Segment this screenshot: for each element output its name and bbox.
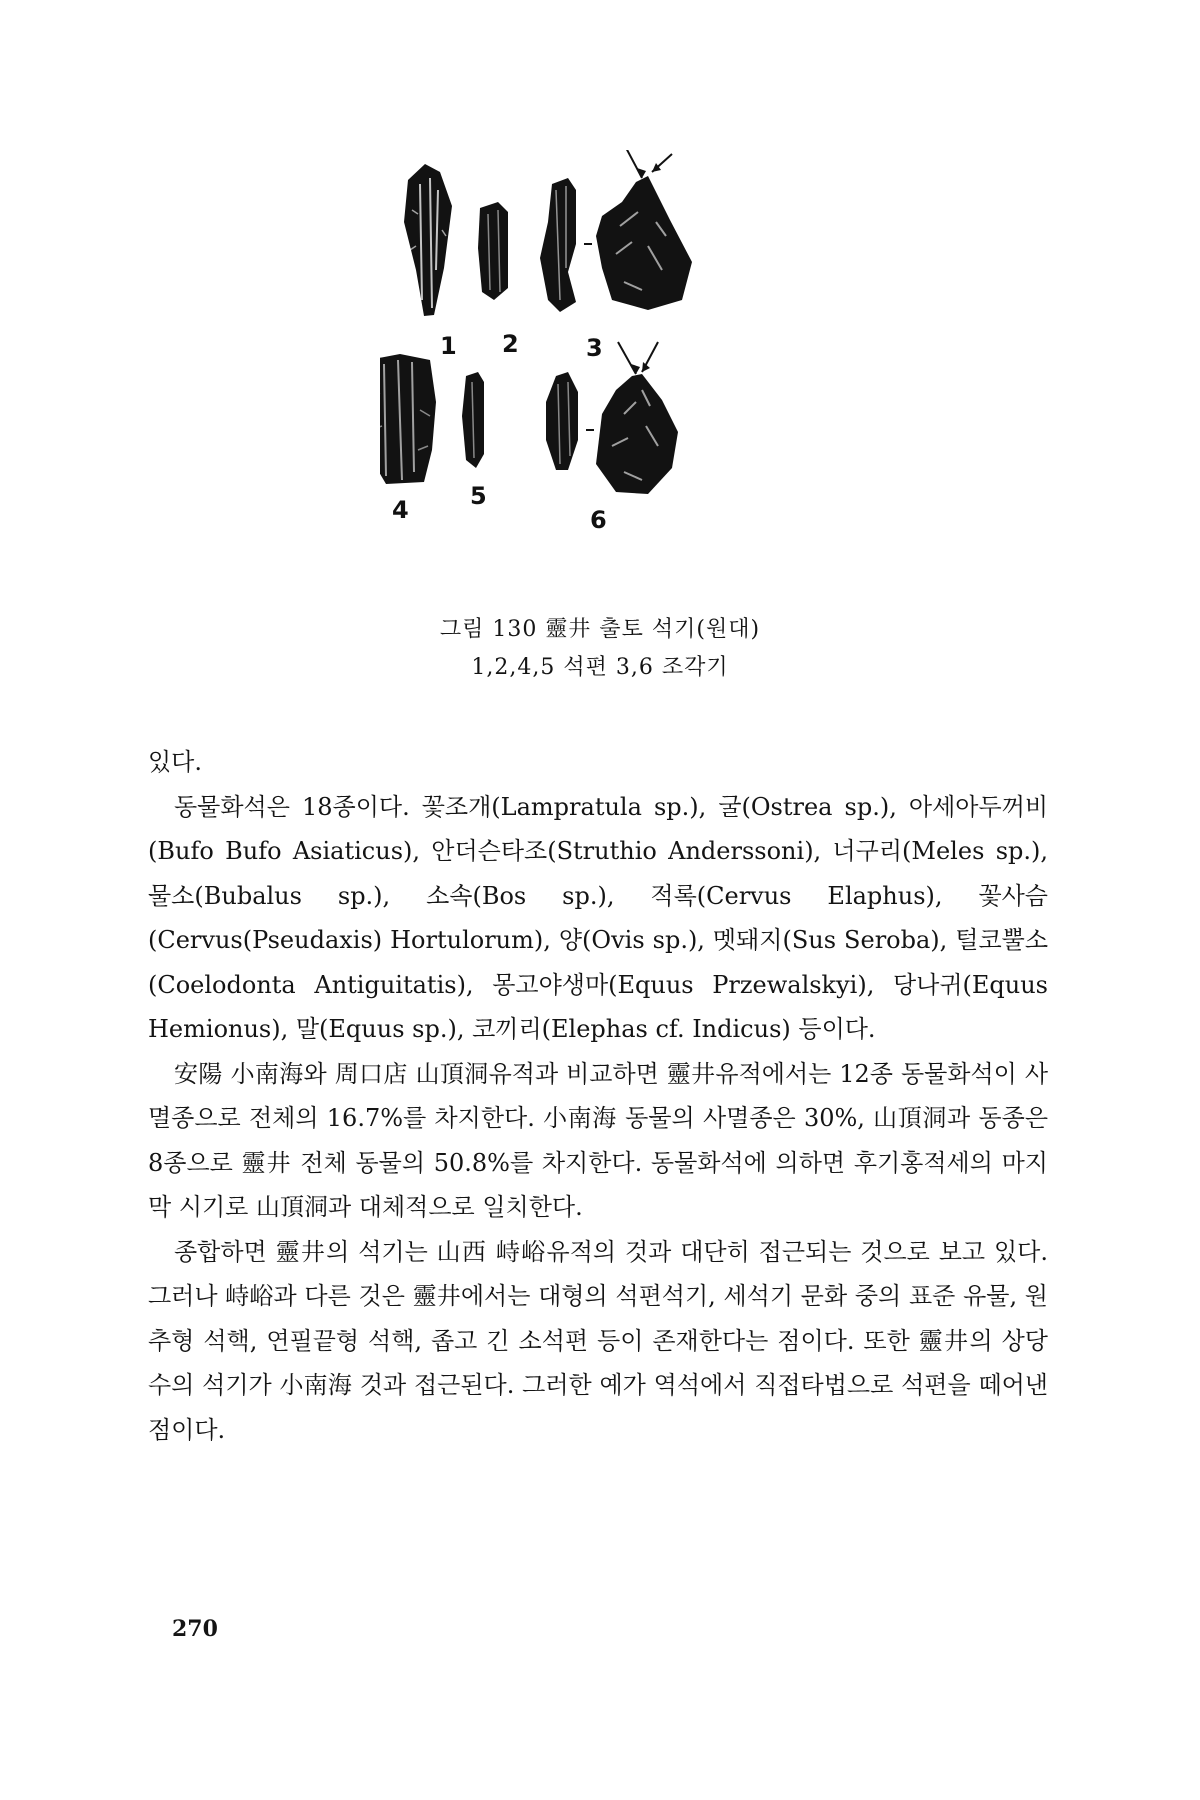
stone-tool-3	[540, 150, 692, 312]
stone-tool-4	[380, 354, 436, 484]
paragraph-animal-fossils: 동물화석은 18종이다. 꽃조개(Lampratula sp.), 굴(Ostrea sp.), 아세아두꺼비(Bufo Bufo Asiaticus), 안더슨타조(Struthio Anderssoni), 너구리(Meles sp.), 물소(Bubalus sp.), 소속(Bos sp.), 적록(Cervus Elaphus), 꽃사슴(Cervus(Pseudaxis) Hortulorum), 양(Ovis sp.), 멧돼지(Sus Seroba), 털코뿔소(Coelodonta Antiguitatis), 몽고야생마(Equus Przewalskyi), 당나귀(Equus Hemionus), 말(Equus sp.), 코끼리(Elephas cf. Indicus) 등이다.	[148, 792, 1048, 1043]
page-number: 270	[172, 1616, 218, 1642]
stone-tool-5	[462, 372, 484, 468]
figure-label-1: 1	[440, 332, 457, 360]
stone-tool-1	[404, 164, 452, 316]
figure-label-2: 2	[502, 330, 519, 358]
paragraph-comparison: 安陽 小南海와 周口店 山頂洞유적과 비교하면 靈井유적에서는 12종 동물화석이 사멸종으로 전체의 16.7%를 차지한다. 小南海 동물의 사멸종은 30%, 山頂洞과 동종은 8종으로 靈井 전체 동물의 50.8%를 차지한다. 동물화석에 의하면 후기홍적세의 마지막 시기로 山頂洞과 대체적으로 일치한다.	[148, 1059, 1048, 1221]
body-text	[148, 740, 1048, 1452]
paragraph-summary: 종합하면 靈井의 석기는 山西 峙峪유적의 것과 대단히 접근되는 것으로 보고 있다. 그러나 峙峪과 다른 것은 靈井에서는 대형의 석편석기, 세석기 문화 중의 표준 유물, 원추형 석핵, 연필끝형 석핵, 좁고 긴 소석편 등이 존재한다는 점이다. 또한 靈井의 상당수의 석기가 小南海 것과 접근된다. 그러한 예가 역석에서 직접타법으로 석편을 떼어낸 점이다.	[148, 1237, 1048, 1444]
stone-tool-2	[478, 202, 508, 300]
figure-label-4: 4	[392, 496, 409, 524]
figure-caption-legend: 1,2,4,5 석편 3,6 조각기	[471, 655, 729, 680]
paragraph-continuation: 있다.	[148, 748, 202, 776]
figure-caption-title: 그림 130 靈井 출토 석기(원대)	[439, 617, 761, 642]
stone-tools-figure	[380, 150, 830, 610]
stone-tools-drawing	[380, 150, 830, 610]
figure-label-3: 3	[586, 334, 603, 362]
figure-label-5: 5	[470, 482, 487, 510]
figure-label-6: 6	[590, 506, 607, 534]
stone-tool-6	[546, 342, 678, 494]
